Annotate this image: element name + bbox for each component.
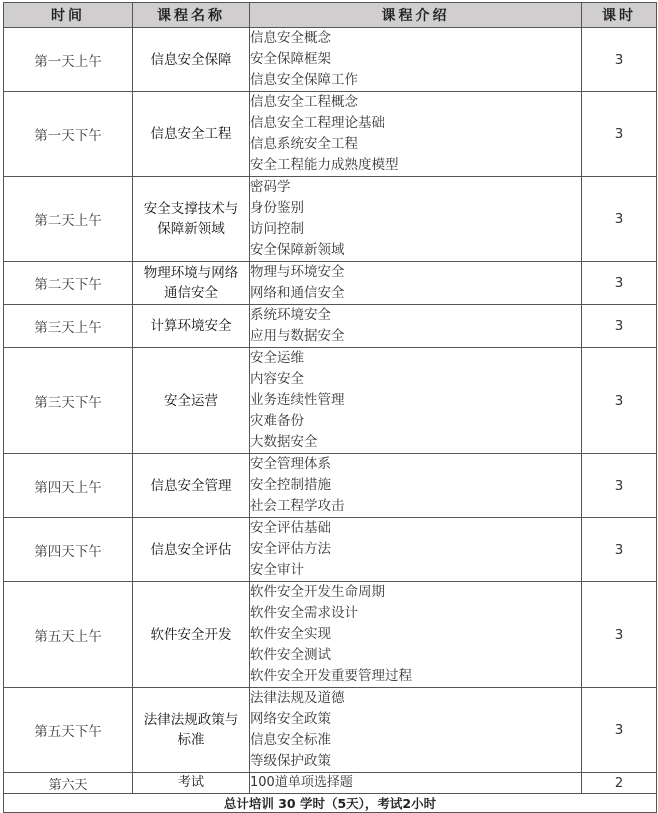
course-name: [133, 454, 250, 518]
course-name-line: 标准: [177, 732, 205, 748]
course-topic: 信息安全工程概念: [250, 94, 358, 110]
course-topic: 业务连续性管理: [250, 392, 345, 408]
course-topics: [250, 28, 582, 92]
course-hours: 3: [582, 348, 657, 454]
course-row: [4, 177, 657, 262]
course-time: 第三天上午: [4, 305, 133, 348]
course-time: 第四天上午: [4, 454, 133, 518]
course-topic: 安全管理体系: [250, 456, 331, 472]
course-row: [4, 92, 657, 177]
course-topic: 安全保障新领域: [250, 242, 345, 258]
course-time: 第五天上午: [4, 582, 133, 688]
course-topic: 信息安全标准: [250, 732, 331, 748]
header-hours: 课时: [582, 3, 657, 28]
course-schedule-table: [3, 2, 657, 813]
course-row: [4, 518, 657, 582]
total-summary: 总计培训 30 学时（5天），考试2小时: [4, 794, 657, 813]
course-name: [133, 348, 250, 454]
course-name-line: 物理环境与网络: [143, 265, 239, 281]
exam-topic-cell: [250, 773, 582, 794]
course-time: 第三天下午: [4, 348, 133, 454]
course-row: [4, 582, 657, 688]
course-topics: [250, 688, 582, 773]
course-topic: 身份鉴别: [250, 200, 304, 216]
course-topics: [250, 177, 582, 262]
course-name-line: 信息安全管理: [150, 477, 232, 494]
course-topic: 信息系统安全工程: [250, 136, 358, 152]
course-topic: 灾难备份: [250, 413, 304, 429]
course-topic: 软件安全需求设计: [250, 605, 358, 621]
course-name-line: 信息安全保障: [150, 51, 232, 68]
course-name-line: 信息安全评估: [150, 541, 232, 558]
course-topic: 法律法规及道德: [250, 690, 345, 706]
course-name-line: 法律法规政策与: [143, 712, 239, 728]
course-topics: [250, 305, 582, 348]
course-name: [133, 177, 250, 262]
course-name-line: 软件安全开发: [150, 626, 232, 643]
course-topic: 等级保护政策: [250, 753, 331, 769]
course-hours: 3: [582, 582, 657, 688]
course-topic: 社会工程学攻击: [250, 498, 345, 514]
course-name: [133, 92, 250, 177]
course-row: [4, 262, 657, 305]
course-topic: 软件安全开发重要管理过程: [250, 668, 412, 684]
course-topic: 软件安全测试: [250, 647, 331, 663]
course-topics: [250, 518, 582, 582]
course-topic: 网络安全政策: [250, 711, 331, 727]
course-name-line: 通信安全: [164, 285, 218, 301]
course-time: 第一天下午: [4, 92, 133, 177]
exam-name: 考试: [133, 773, 250, 794]
course-topic: 安全评估方法: [250, 541, 331, 557]
header-course-name: 课程名称: [133, 3, 250, 28]
course-name-line: 计算环境安全: [150, 318, 232, 334]
exam-row: [4, 773, 657, 794]
course-hours: 3: [582, 454, 657, 518]
header-course-intro: 课程介绍: [250, 3, 582, 28]
course-hours: 3: [582, 688, 657, 773]
exam-topic: 100道单项选择题: [250, 775, 353, 790]
course-topic: 软件安全开发生命周期: [250, 584, 385, 600]
course-time: 第五天下午: [4, 688, 133, 773]
course-time: 第一天上午: [4, 28, 133, 92]
course-topic: 安全控制措施: [250, 477, 331, 493]
total-row: [4, 794, 657, 813]
course-topics: [250, 454, 582, 518]
header-time: 时间: [4, 3, 133, 28]
exam-time: 第六天: [4, 773, 133, 794]
course-topic: 安全运维: [250, 350, 304, 366]
course-topic: 访问控制: [250, 221, 304, 237]
course-hours: 3: [582, 177, 657, 262]
course-topic: 信息安全概念: [250, 30, 331, 46]
course-topic: 内容安全: [250, 371, 304, 387]
course-hours: 3: [582, 28, 657, 92]
course-row: [4, 305, 657, 348]
course-topic: 安全评估基础: [250, 520, 331, 536]
exam-hours: 2: [582, 773, 657, 794]
course-name: [133, 305, 250, 348]
course-name-line: 安全运营: [164, 392, 218, 409]
course-topic: 密码学: [250, 179, 291, 195]
course-topic: 安全工程能力成熟度模型: [250, 157, 399, 173]
course-topic: 应用与数据安全: [250, 328, 345, 344]
course-row: [4, 348, 657, 454]
course-topics: [250, 582, 582, 688]
course-row: [4, 28, 657, 92]
course-name: [133, 518, 250, 582]
course-topics: [250, 262, 582, 305]
course-topic: 信息安全保障工作: [250, 72, 358, 88]
course-topic: 大数据安全: [250, 434, 318, 450]
course-name: [133, 262, 250, 305]
course-topics: [250, 348, 582, 454]
course-topic: 物理与环境安全: [250, 264, 345, 280]
course-name: [133, 582, 250, 688]
course-hours: 3: [582, 262, 657, 305]
course-topic: 网络和通信安全: [250, 285, 345, 301]
course-hours: 3: [582, 305, 657, 348]
course-topic: 安全审计: [250, 562, 304, 578]
course-time: 第二天下午: [4, 262, 133, 305]
course-row: [4, 454, 657, 518]
course-row: [4, 688, 657, 773]
table-header-row: [4, 3, 657, 28]
course-name-line: 保障新领域: [157, 221, 225, 237]
course-name: [133, 688, 250, 773]
course-topic: 软件安全实现: [250, 626, 331, 642]
course-topic: 系统环境安全: [250, 307, 331, 323]
course-name-line: 信息安全工程: [150, 126, 232, 142]
course-hours: 3: [582, 92, 657, 177]
course-hours: 3: [582, 518, 657, 582]
course-time: 第四天下午: [4, 518, 133, 582]
course-topic: 安全保障框架: [250, 51, 331, 67]
course-topics: [250, 92, 582, 177]
course-topic: 信息安全工程理论基础: [250, 115, 385, 131]
course-time: 第二天上午: [4, 177, 133, 262]
course-name-line: 安全支撑技术与: [143, 201, 239, 217]
course-name: [133, 28, 250, 92]
